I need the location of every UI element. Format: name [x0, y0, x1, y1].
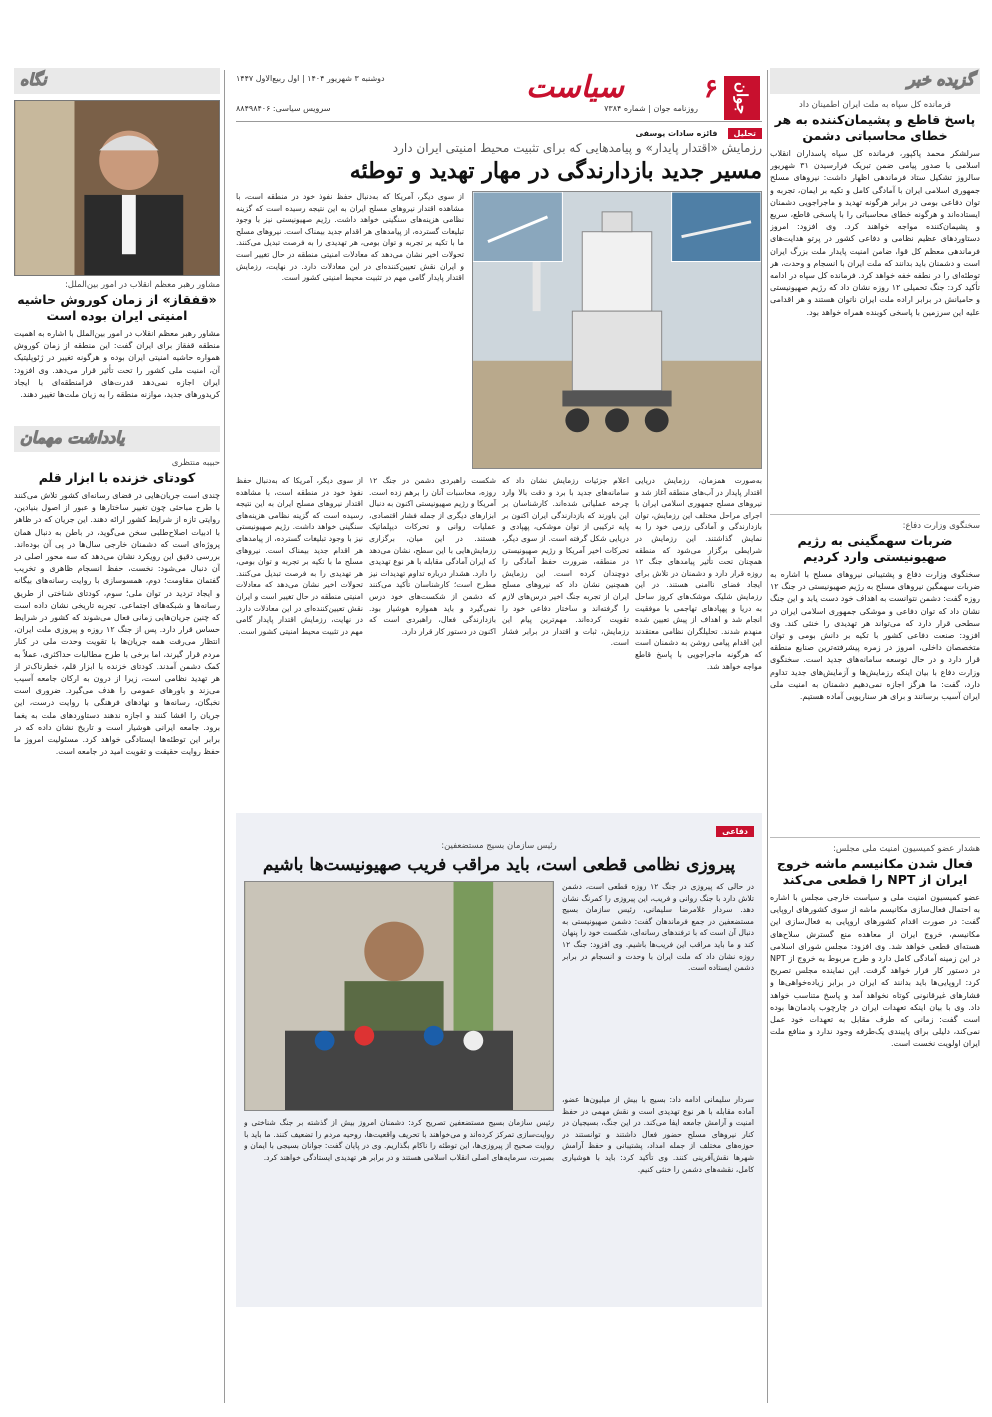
- opinion-headline: «قفقاز» از زمان کوروش حاشیه امنیتی ایران بوده است: [17, 292, 217, 323]
- column-divider: [767, 70, 768, 1403]
- newspaper-logo: جوان: [724, 76, 760, 120]
- issue-line: روزنامه جوان | شماره ۷۳۸۴: [604, 104, 698, 113]
- section-title: سیاست: [526, 70, 624, 105]
- article-text-column: در حالی که پیروزی در جنگ ۱۲ روزه قطعی است، دشمن تلاش دارد با جنگ روانی و فریب، این پیروزی را کمرنگ نشان دهد. سردار غلامرضا سلیمانی، رئیس سازمان بسیج مستضعفین در جمع فرماندهان گفت: دشمن صهیونیستی به دنبال آن است که با ترفندهای رسانه‌ای، شکست خود را پنهان کند و ما باید مراقب این فریب‌ها باشیم. وی افزود: جنگ ۱۲ روزه نشان داد که ملت ایران با وحدت و انسجام در برابر دشمن ایستاده است.: [562, 882, 754, 973]
- right-column: [770, 68, 980, 1405]
- news-headline: فعال شدن مکانیسم ماشه خروج ایران از NPT را قطعی می‌کند: [776, 856, 974, 887]
- article-kicker: رئیس سازمان بسیج مستضعفین:: [441, 841, 557, 851]
- article-text-column: اعلام جزئیات رزمایش نشان داد که سامانه‌های جدید با برد و دقت بالا وارد چرخه عملیاتی شده‌اند. کارشناسان بر این باورند که بازدارندگی ایران اکنون بر پایه ترکیبی از توان موشکی، پهپادی و دریایی شکل گرفته است. از سوی دیگر، تحرکات اخیر آمریکا و رژیم صهیونیستی در منطقه، ضرورت حفظ آمادگی را دوچندان کرده است. این رزمایش همچنین نشان داد که نیروهای مسلح ایران از تجربه جنگ اخیر درس‌های لازم را گرفته‌اند و ساختار دفاعی خود را تقویت کرده‌اند. مهم‌ترین پیام این رزمایش، ثبات و اقتدار در برابر فشار است.: [502, 476, 629, 648]
- news-body: عضو کمیسیون امنیت ملی و سیاست خارجی مجلس با اشاره به احتمال فعال‌سازی مکانیسم ماشه از سوی کشورهای اروپایی گفت: در صورت اقدام کشورهای اروپایی به فعال‌سازی این مکانیسم، خروج ایران از معاهده منع گسترش سلاح‌های هسته‌ای قطعی خواهد شد. وی افزود: مجلس شورای اسلامی در این زمینه آمادگی کامل دارد و طرح مربوط به خروج از NPT در دستور کار قرار خواهد گرفت. این نماینده مجلس تصریح کرد: اروپایی‌ها باید بدانند که ایران در برابر زیاده‌خواهی‌ها و فشارهای غیرقانونی کوتاه نخواهد آمد و پاسخ متناسب خواهد داد. وی با بیان اینکه تعهدات ایران در چارچوب پادمان‌ها بوده است گفت: زمانی که طرف مقابل به تعهدات خود عمل نمی‌کند، دلیلی برای پایبندی یک‌طرفه وجود ندارد و منافع ملت ایران اولویت نخست است.: [770, 893, 980, 1049]
- divider: [770, 837, 980, 838]
- news-headline: پاسخ قاطع و پشیمان‌کننده به هر خطای محاسباتی دشمن: [774, 112, 976, 143]
- note-headline: کودتای خزنده با ابزار قلم: [38, 470, 196, 485]
- launcher-illustration: [473, 192, 761, 468]
- divider: [770, 514, 980, 515]
- speaker-illustration: [245, 882, 553, 1110]
- opinion-caption: مشاور رهبر معظم انقلاب در امور بین‌الملل:: [64, 280, 220, 290]
- date-line: دوشنبه ۳ شهریور ۱۴۰۴ | اول ربیع‌الاول ۱۴۴۷: [236, 74, 385, 83]
- section-banner: نگاه: [14, 68, 220, 94]
- article-tag: تحلیل: [728, 128, 762, 139]
- section-banner: یادداشت مهمان: [14, 426, 220, 452]
- page-number: ۶: [704, 74, 718, 104]
- article-text-column: رئیس سازمان بسیج مستضعفین تصریح کرد: دشمنان امروز بیش از گذشته بر جنگ شناختی و روایت‌سازی تمرکز کرده‌اند و می‌خواهند با تحریف واقعیت‌ها، روحیه مردم را تضعیف کنند. ما باید با روایت صحیح از پیروزی‌ها، این توطئه را ناکام بگذاریم. وی در پایان گفت: جوانان بسیجی با ایمان و بصیرت، سرمایه‌های اصلی انقلاب اسلامی هستند و در برابر هر تهدیدی ایستادگی خواهند کرد.: [244, 1118, 554, 1162]
- article-text-column: از سوی دیگر، آمریکا که به‌دنبال حفظ نفوذ خود در منطقه است، با مشاهده اقتدار نیروهای مسلح ایران به این نتیجه رسیده است که گزینه نظامی هزینه‌های سنگینی خواهد داشت. رژیم صهیونیستی نیز با وجود تبلیغات گسترده، از پیامدهای هر اقدام جدید بیمناک است. نیروهای مسلح ما با تکیه بر تجربه و توان بومی، هر تهدیدی را به فرصت تبدیل می‌کنند. تحولات اخیر نشان می‌دهد که معادلات امنیتی منطقه در حال تغییر است و ایران نقش تعیین‌کننده‌ای در این معادلات دارد. در نهایت، رزمایش اقتدار پایدار گامی مهم در تثبیت محیط امنیتی کشور است.: [236, 192, 464, 283]
- commander-speech-photo: [244, 881, 554, 1111]
- news-headline: ضربات سهمگینی به رژیم صهیونیستی وارد کردیم: [797, 533, 953, 564]
- masthead: [236, 68, 762, 122]
- news-kicker: هشدار عضو کمیسیون امنیت ملی مجلس:: [832, 844, 980, 854]
- news-kicker: سخنگوی وزارت دفاع:: [902, 521, 980, 531]
- article-subtitle: رزمایش «اقتدار پایدار» و پیامدهایی که برای تثبیت محیط امنیتی ایران دارد: [392, 141, 762, 155]
- article-text-column: شکست راهبردی دشمن در جنگ ۱۲ روزه، محاسبات آنان را برهم زده است. آمریکا و رژیم صهیونیستی اکنون به دنبال ابزارهای دیگری از جمله فشار اقتصادی، عملیات روانی و تحرکات دیپلماتیک هستند. در این میان، برگزاری رزمایش‌هایی با این سطح، نشان می‌دهد که ایران آمادگی مقابله با هر نوع تهدیدی را دارد. هشدار درباره تداوم تهدیدات نیز مطرح است؛ کارشناسان تأکید می‌کنند که دشمن از شکست‌های خود درس نمی‌گیرد و باید همواره هوشیار بود. بازدارندگی فعال، راهبردی است که اکنون در دستور کار قرار دارد.: [369, 476, 496, 636]
- column-divider: [224, 70, 225, 1403]
- missile-launcher-photo: [472, 191, 762, 469]
- news-body: سرلشکر محمد پاکپور، فرمانده کل سپاه پاسداران انقلاب اسلامی با صدور پیامی ضمن تبریک فرارسیدن ۳۱ شهریور سالروز تشکیل ستاد فرماندهی اظهار داشت: نیروهای مسلح جمهوری اسلامی ایران با آمادگی کامل و تکیه بر ایمان، تجربه و توان دفاعی بومی در برابر هرگونه تهدید و ماجراجویی دشمنان ایستاده‌اند و هرگونه خطای محاسباتی را با پاسخی قاطع، سریع و پشیمان‌کننده مواجه خواهند کرد. وی افزود: امروز دستاوردهای عظیم نظامی و دفاعی کشور در پرتو هدایت‌های فرماندهی معظم کل قوا، ضامن امنیت پایدار ملت بزرگ ایران است و دشمنان باید بدانند که ملت ایران با انسجام و وحدت، هر توطئه‌ای را در نطفه خفه خواهد کرد. فرمانده کل سپاه در ادامه تأکید کرد: جنگ تحمیلی ۱۲ روزه نشان داد که رژیم صهیونیستی و حامیانش در برابر اراده ملت ایران ناتوان هستند و هر اقدامی علیه این سرزمین با پاسخی کوبنده همراه خواهد بود.: [770, 149, 980, 317]
- section-banner: گزیده خبر: [770, 68, 980, 94]
- left-column: [14, 68, 220, 1405]
- main-column: [236, 128, 762, 1405]
- note-body: چندی است جریان‌هایی در فضای رسانه‌ای کشور تلاش می‌کنند با طرح مباحثی چون تغییر ساختارها و عبور از اصول بنیادین، روایتی تازه از شرایط کشور ارائه دهند. این جریان که در ظاهر با ادبیات اصلاح‌طلبی سخن می‌گوید، در باطن به دنبال همان پروژه‌ای است که دشمنان خارجی سال‌ها در پی آن بوده‌اند. بررسی دقیق این رویکرد نشان می‌دهد که سه محور اصلی در آن دنبال می‌شود: نخست، حفظ انسجام ظاهری و تخریب گفتمان مقاومت؛ دوم، همسوسازی با روایت رسانه‌های بیگانه و ایجاد تردید در توان ملی؛ سوم، کودتای شناختی از طریق رسانه‌ها و شبکه‌های اجتماعی. تجربه تاریخی نشان داده است که چنین جریان‌هایی زمانی فعال می‌شوند که کشور در شرایط حساس قرار دارد. پس از جنگ ۱۲ روزه و پیروزی ملت ایران، انتظار می‌رفت همه جریان‌ها با تقویت وحدت ملی در کنار مردم قرار گیرند، اما برخی با طرح مطالبات حداکثری، عملاً به کمک دشمن آمدند. کودتای خزنده با ابزار قلم، خطرناک‌تر از هر تهدید نظامی است، زیرا از درون به ارکان جامعه آسیب می‌زند و باورهای عمومی را هدف می‌گیرد. ضروری است نخبگان، رسانه‌ها و نهادهای فرهنگی با روایت درست، این جریان را افشا کنند و اجازه ندهند دستاوردهای ملت به یغما برود. جامعه ایرانی هوشیار است و تاریخ نشان داده که در برابر این توطئه‌ها ایستادگی خواهد کرد. مسئولیت امروز ما حفظ روایت حقیقت و تقویت امید در جامعه است.: [14, 491, 220, 757]
- article-author: فائزه سادات یوسفی: [635, 129, 718, 138]
- note-author: حبیبه منتظری: [171, 458, 220, 468]
- opinion-body: مشاور رهبر معظم انقلاب در امور بین‌الملل با اشاره به اهمیت منطقه قفقاز برای ایران گفت: این منطقه از زمان کوروش همواره حاشیه امنیتی ایران بوده و هرگونه تغییر در ژئوپلیتیک آن، امنیت ملی کشور را تحت تأثیر قرار می‌دهد. وی افزود: ایران اجازه نمی‌دهد قدرت‌های فرامنطقه‌ای با ایجاد کریدورهای جدید، موازنه منطقه را به زیان ملت‌ها تغییر دهند.: [14, 329, 220, 400]
- news-kicker: فرمانده کل سپاه به ملت ایران اطمینان داد: [799, 100, 951, 110]
- news-body: سخنگوی وزارت دفاع و پشتیبانی نیروهای مسلح با اشاره به ضربات سهمگین نیروهای مسلح به رژیم صهیونیستی در جنگ ۱۲ روزه گفت: دشمن نتوانست به اهداف خود دست یابد و این جنگ نشان داد که توان دفاعی و موشکی جمهوری اسلامی ایران در سطحی قرار دارد که می‌تواند هر تهدیدی را خنثی کند. وی افزود: صنعت دفاعی کشور با تکیه بر دانش بومی و توان متخصصان داخلی، امروز در زمره پیشرفته‌ترین صنایع منطقه قرار دارد و در حال توسعه سامانه‌های جدید است. سخنگوی وزارت دفاع با بیان اینکه رزمایش‌ها و آزمایش‌های جدید تداوم دارد، گفت: ما هرگز اجازه نمی‌دهیم دشمنان به امنیت ملی ایران آسیب برسانند و برای هر سناریویی آماده هستیم.: [770, 570, 980, 702]
- article-text-column: سردار سلیمانی ادامه داد: بسیج با بیش از میلیون‌ها عضو، آماده مقابله با هر نوع تهدیدی است و نقش مهمی در حفظ امنیت و آرامش جامعه ایفا می‌کند. در این جنگ، بسیجیان در کنار نیروهای مسلح حضور فعال داشتند و توانستند در حوزه‌های مختلف از جمله امداد، پشتیبانی و حفظ آرامش شهرها نقش‌آفرینی کنند. وی تأکید کرد: باید با هوشیاری کامل، نقشه‌های دشمن را خنثی کنیم.: [562, 1095, 754, 1174]
- defense-article-box: [236, 813, 762, 1307]
- article-text-column: به‌صورت همزمان، رزمایش دریایی اقتدار پایدار در آب‌های منطقه آغاز شد و نیروهای مسلح جمهوری اسلامی ایران با اجرای مراحل مختلف این رزمایش، توان بازدارندگی و آمادگی رزمی خود را به نمایش گذاشتند. این رزمایش در شرایطی برگزار می‌شود که منطقه همچنان تحت تأثیر پیامدهای جنگ ۱۲ روزه قرار دارد و دشمنان در تلاش برای ایجاد فضای ناامنی هستند. در این رزمایش شلیک موشک‌های کروز ساحل به دریا و پهپادهای تهاجمی با موفقیت انجام شد و اهداف از پیش تعیین شده منهدم شدند. تحلیلگران نظامی معتقدند این اقدام پیامی روشن به دشمنان است که هرگونه ماجراجویی با پاسخ قاطع مواجه خواهد شد.: [635, 476, 762, 671]
- portrait-illustration: [15, 101, 219, 275]
- article-text-column: از سوی دیگر، آمریکا که به‌دنبال حفظ نفوذ خود در منطقه است، با مشاهده اقتدار نیروهای مسلح ایران به این نتیجه رسیده است که گزینه نظامی هزینه‌های سنگینی خواهد داشت. رژیم صهیونیستی نیز با وجود تبلیغات گسترده، از پیامدهای هر اقدام جدید بیمناک است. نیروهای مسلح ما با تکیه بر تجربه و توان بومی، هر تهدیدی را به فرصت تبدیل می‌کنند. تحولات اخیر نشان می‌دهد که معادلات امنیتی منطقه در حال تغییر است و ایران نقش تعیین‌کننده‌ای در این معادلات دارد. در نهایت، رزمایش اقتدار پایدار گامی مهم در تثبیت محیط امنیتی کشور است.: [236, 476, 363, 636]
- article-headline: مسیر جدید بازدارندگی در مهار تهدید و توطئه: [349, 158, 762, 184]
- article-headline: پیروزی نظامی قطعی است، باید مراقب فریب صهیونیست‌ها باشیم: [262, 855, 736, 875]
- article-tag: دفاعی: [716, 826, 754, 837]
- official-portrait-photo: [14, 100, 220, 276]
- service-line: سرویس سیاسی: ۸۸۴۹۸۴۰۶: [236, 104, 331, 113]
